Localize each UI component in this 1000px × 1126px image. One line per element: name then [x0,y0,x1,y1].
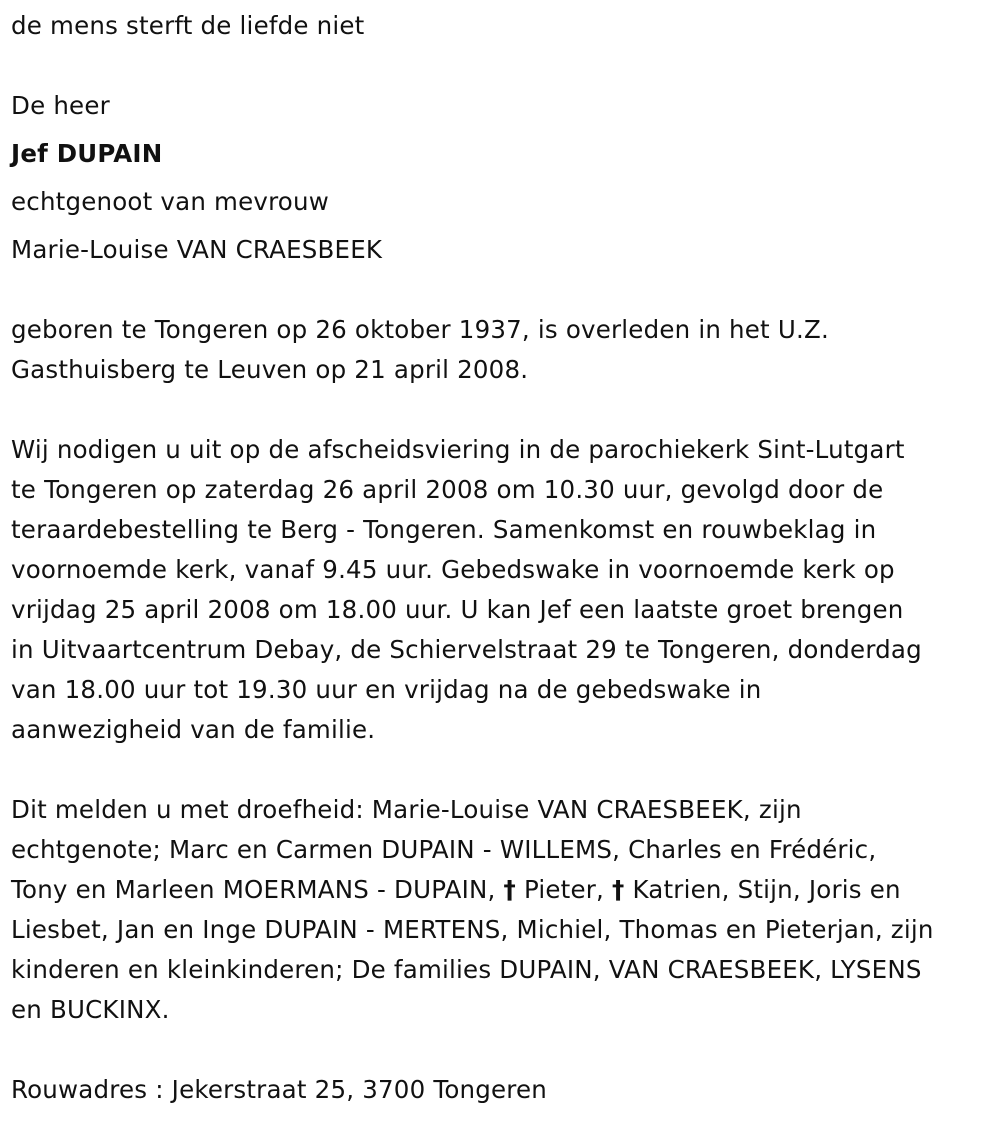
paragraph-line [11,870,995,910]
paragraph-line: Wij nodigen u uit op de afscheidsviering in de parochiekerk Sint-Lutgart [11,435,905,464]
paragraph-line: Gasthuisberg te Leuven op 21 april 2008. [11,355,529,384]
motto: de mens sterft de liefde niet [11,11,365,40]
mourning-address: Rouwadres : Jekerstraat 25, 3700 Tongeren [11,1075,548,1104]
paragraph-line: vrijdag 25 april 2008 om 18.00 uur. U kan Jef een laatste groet brengen [11,595,904,624]
deceased-name: Jef DUPAIN [11,139,163,168]
family-text: Tony en Marleen MOERMANS - DUPAIN, [11,875,504,904]
paragraph-line: aanwezigheid van de familie. [11,715,376,744]
spouse-intro: echtgenoot van mevrouw [11,187,329,216]
salutation: De heer [11,91,110,120]
paragraph-line: teraardebestelling te Berg - Tongeren. Samenkomst en rouwbeklag in [11,515,877,544]
paragraph-line: van 18.00 uur tot 19.30 uur en vrijdag na de gebedswake in [11,675,762,704]
paragraph-line: geboren te Tongeren op 26 oktober 1937, is overleden in het U.Z. [11,315,829,344]
paragraph-line: te Tongeren op zaterdag 26 april 2008 om 10.30 uur, gevolgd door de [11,475,884,504]
birth-death-paragraph [11,310,995,390]
cross-icon: † [612,875,625,904]
paragraph-line: voornoemde kerk, vanaf 9.45 uur. Gebedswake in voornoemde kerk op [11,555,895,584]
paragraph-line: Dit melden u met droefheid: Marie-Louise VAN CRAESBEEK, zijn [11,795,802,824]
family-text: Katrien, Stijn, Joris en [624,875,901,904]
paragraph-line: Liesbet, Jan en Inge DUPAIN - MERTENS, Michiel, Thomas en Pieterjan, zijn [11,915,934,944]
cross-icon: † [503,875,516,904]
paragraph-line: in Uitvaartcentrum Debay, de Schiervelstraat 29 te Tongeren, donderdag [11,635,922,664]
family-text: Pieter, [515,875,613,904]
family-paragraph [11,790,995,1030]
spouse-name: Marie-Louise VAN CRAESBEEK [11,235,383,264]
paragraph-line: echtgenote; Marc en Carmen DUPAIN - WILLEMS, Charles en Frédéric, [11,835,877,864]
paragraph-line: kinderen en kleinkinderen; De families DUPAIN, VAN CRAESBEEK, LYSENS [11,955,922,984]
paragraph-line: en BUCKINX. [11,995,170,1024]
invitation-paragraph [11,430,995,750]
